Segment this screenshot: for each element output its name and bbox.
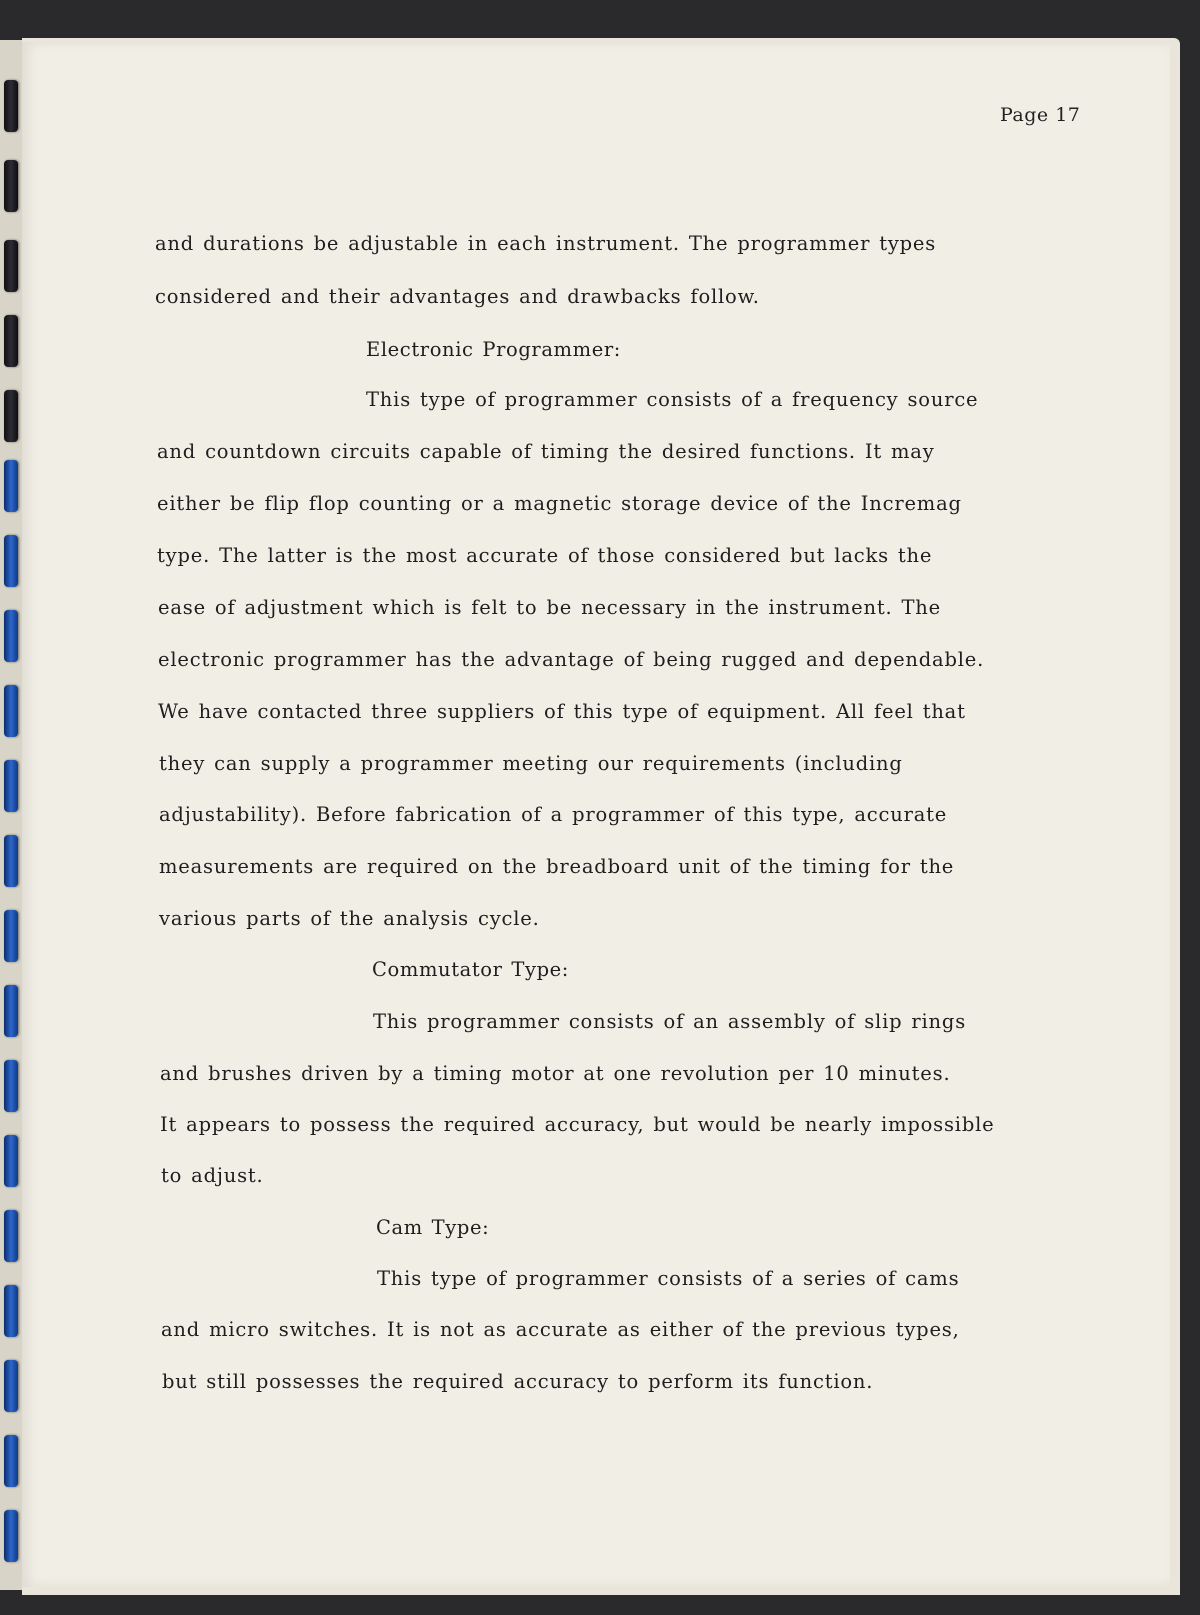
body-text-line: and countdown circuits capable of timing the desired functions. It may <box>157 440 935 463</box>
section-heading-electronic-programmer: Electronic Programmer: <box>366 338 621 361</box>
binding-ring <box>4 760 18 812</box>
body-text-line: ease of adjustment which is felt to be necessary in the instrument. The <box>158 596 941 619</box>
binding-ring <box>4 985 18 1037</box>
body-text-line: type. The latter is the most accurate of those considered but lacks the <box>157 544 933 567</box>
binding-ring <box>4 80 18 132</box>
body-text-line: but still possesses the required accuracy to perform its function. <box>162 1370 874 1393</box>
body-text-line: and micro switches. It is not as accurate as either of the previous types, <box>161 1318 960 1341</box>
binding-ring <box>4 460 18 512</box>
binding-ring <box>4 535 18 587</box>
section-heading-cam-type: Cam Type: <box>376 1216 490 1239</box>
body-text-line: either be flip flop counting or a magnetic storage device of the Incremag <box>157 492 962 515</box>
page-number: Page 17 <box>1000 104 1081 126</box>
binding-ring <box>4 240 18 292</box>
body-text-line: electronic programmer has the advantage of being rugged and dependable. <box>158 648 985 671</box>
binding-ring <box>4 835 18 887</box>
binding-ring <box>4 1210 18 1262</box>
body-text-line: It appears to possess the required accuracy, but would be nearly impossible <box>160 1113 995 1136</box>
body-text-line: measurements are required on the breadboard unit of the timing for the <box>159 855 955 878</box>
body-text-line: various parts of the analysis cycle. <box>159 907 540 930</box>
body-text-line: and brushes driven by a timing motor at one revolution per 10 minutes. <box>160 1062 951 1085</box>
binding-ring <box>4 390 18 442</box>
body-text-line: This type of programmer consists of a series of cams <box>377 1267 960 1290</box>
body-text-line: This type of programmer consists of a frequency source <box>366 388 979 411</box>
binding-ring <box>4 1435 18 1487</box>
body-text-line: We have contacted three suppliers of this type of equipment. All feel that <box>158 700 966 723</box>
binding-ring <box>4 1135 18 1187</box>
binding-ring <box>4 315 18 367</box>
body-text-line: adjustability). Before fabrication of a programmer of this type, accurate <box>159 803 948 826</box>
binding-ring <box>4 1510 18 1562</box>
binding-ring <box>4 160 18 212</box>
body-text-line: considered and their advantages and drawbacks follow. <box>155 285 760 308</box>
binding-ring <box>4 610 18 662</box>
section-heading-commutator-type: Commutator Type: <box>372 958 569 981</box>
binding-ring <box>4 685 18 737</box>
body-text-line: and durations be adjustable in each instrument. The programmer types <box>155 232 937 255</box>
binding-ring <box>4 1060 18 1112</box>
body-text-line: they can supply a programmer meeting our requirements (including <box>159 752 903 775</box>
binding-ring <box>4 1360 18 1412</box>
binding-ring <box>4 910 18 962</box>
body-text-line: to adjust. <box>161 1164 264 1187</box>
binding-ring <box>4 1285 18 1337</box>
body-text-line: This programmer consists of an assembly of slip rings <box>373 1010 967 1033</box>
